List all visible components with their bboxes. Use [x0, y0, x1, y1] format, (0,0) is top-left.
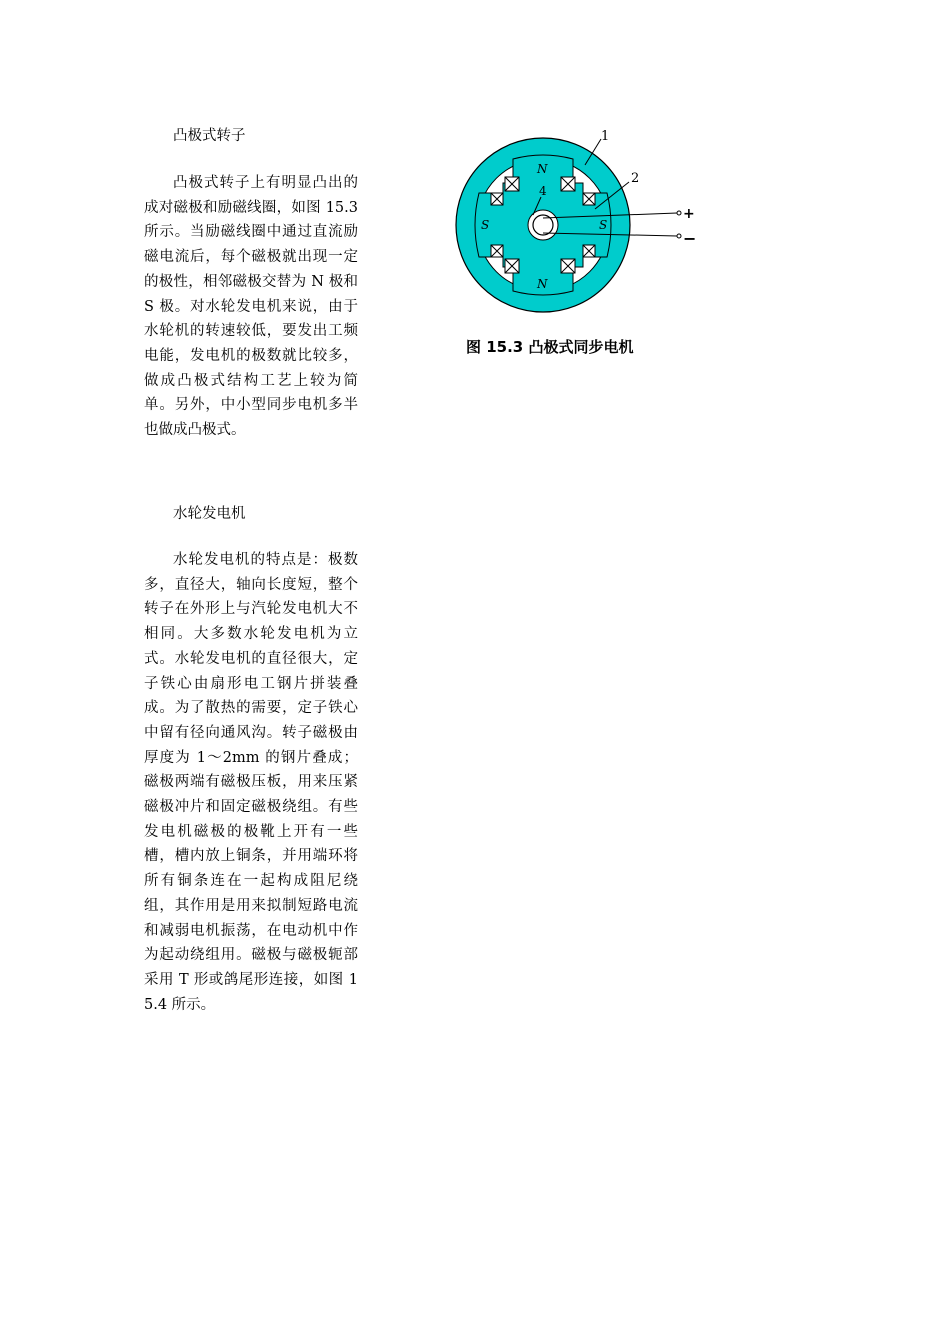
pole-label-n-bottom: N: [537, 277, 548, 291]
callout-label-1: 1: [601, 129, 610, 144]
pole-label-s-left: S: [481, 218, 490, 232]
section-heading-hydro-generator: 水轮发电机: [173, 506, 246, 522]
terminal-negative: [677, 234, 681, 238]
terminal-label-plus: +: [683, 206, 695, 222]
pole-label-s-right: S: [599, 218, 608, 232]
paragraph-salient-rotor: 凸极式转子上有明显凸出的成对磁极和励磁线圈，如图 15.3 所示。当励磁线圈中通过直流励磁电流后，每个磁极就出现一定的极性，相邻磁极交替为 N 极和 S 极。对水轮发电机来说，由于水轮机的转速较低，要发出工频电能，发电机的极数就比较多，做成凸极式结构工艺上较为简单。另外，中小型同步电机多半也做成凸极式。: [144, 175, 358, 439]
figure-caption: 图 15.3 凸极式同步电机: [466, 338, 634, 356]
section-heading-salient-rotor: 凸极式转子: [173, 128, 246, 144]
paragraph-hydro-generator: 水轮发电机的特点是：极数多，直径大，轴向长度短，整个转子在外形上与汽轮发电机大不相同。大多数水轮发电机为立式。水轮发电机的直径很大，定子铁心由扇形电工钢片拼装叠成。为了散热的需要，定子铁心中留有径向通风沟。转子磁极由厚度为 1～2mm 的钢片叠成；磁极两端有磁极压板，用来压紧磁极冲片和固定磁极绕组。有些发电机磁极的极靴上开有一些槽，槽内放上铜条，并用端环将所有铜条连在一起构成阻尼绕组，其作用是用来拟制短路电流和减弱电机振荡，在电动机中作为起动绕组用。磁极与磁极轭部采用 T 形或鸽尾形连接，如图 15.4 所示。: [144, 552, 358, 1013]
terminal-positive: [677, 211, 681, 215]
pole-label-n-top: N: [537, 162, 548, 176]
salient-pole-machine-diagram: [445, 125, 705, 330]
callout-label-2: 2: [631, 171, 640, 186]
terminal-label-minus: −: [683, 229, 697, 248]
callout-label-4: 4: [539, 184, 547, 198]
